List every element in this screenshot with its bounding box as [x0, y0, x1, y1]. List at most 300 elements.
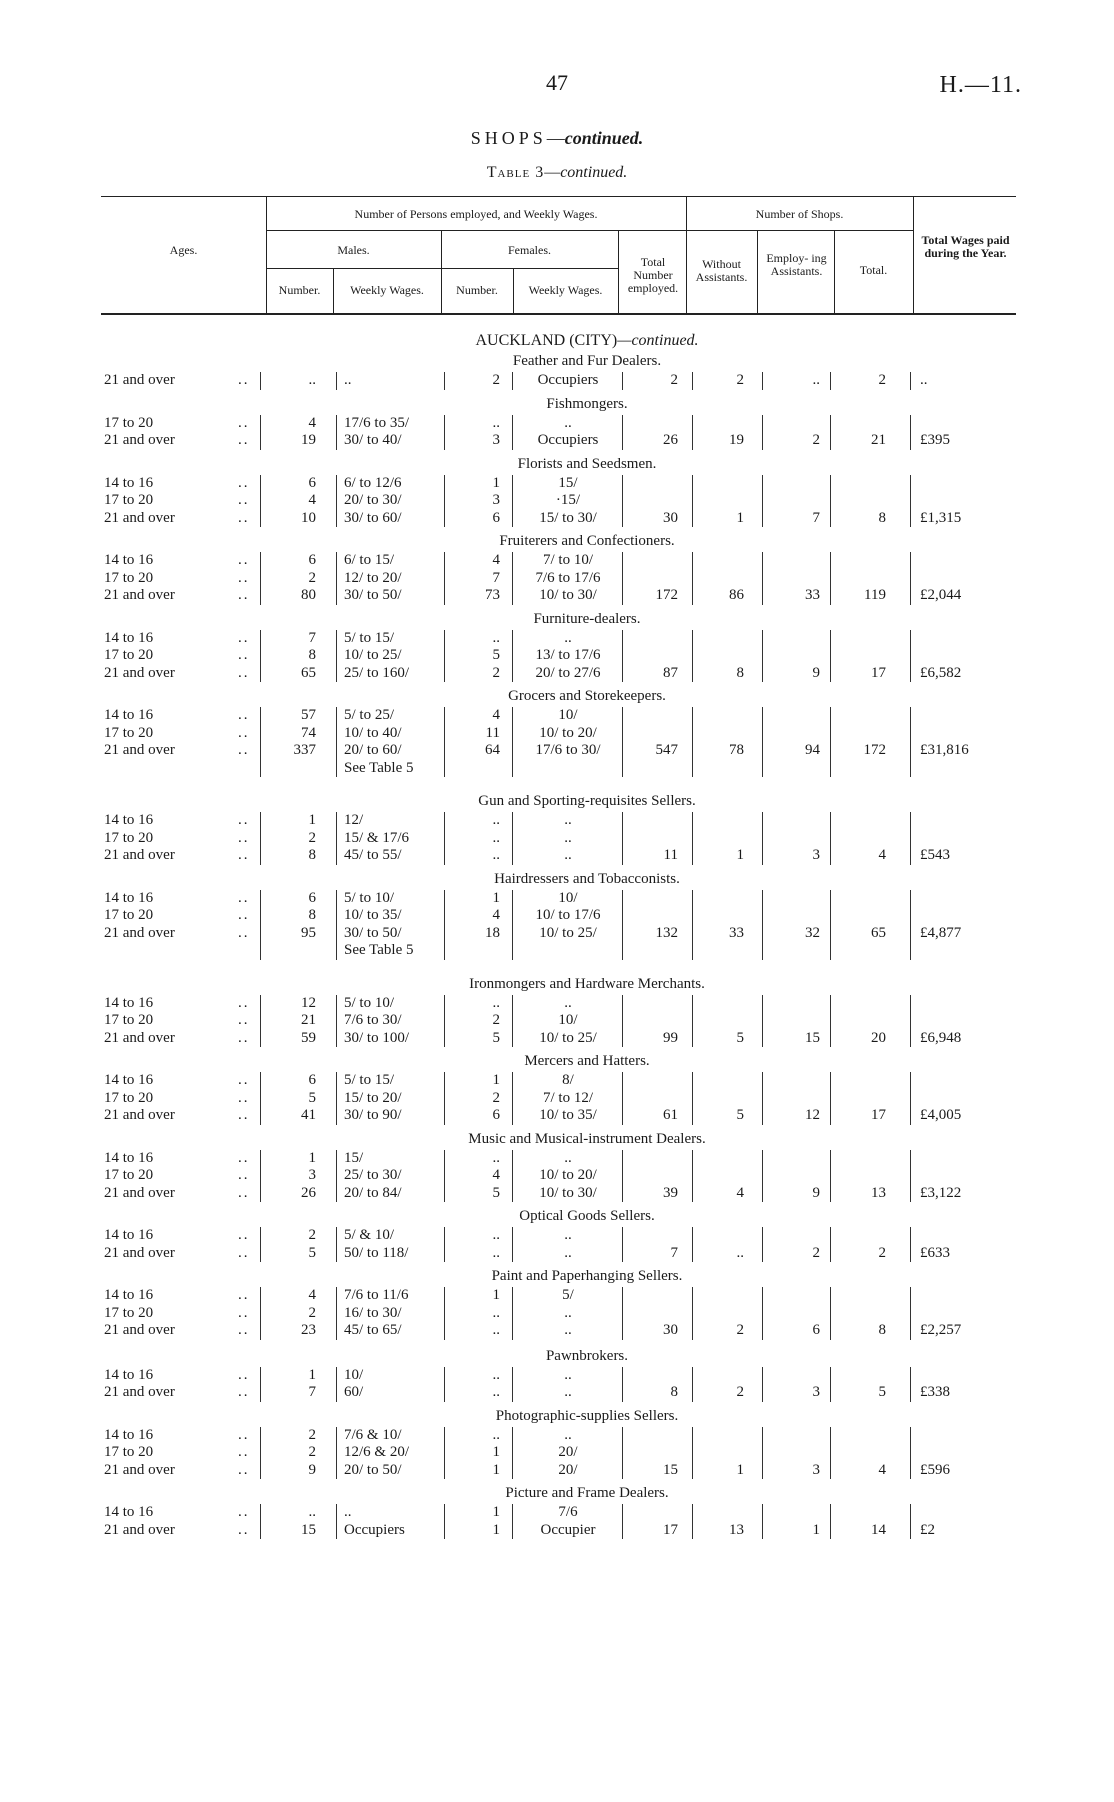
female-number-cell: 1: [492, 474, 500, 491]
header-divider: [266, 268, 618, 269]
leader-dots: ..: [238, 889, 250, 906]
table-row: [0, 475, 1114, 493]
column-rule: [336, 1287, 337, 1340]
female-number-cell: ..: [492, 1384, 500, 1400]
female-wages-cell: 7/ to 10/: [542, 552, 593, 568]
table-row: [0, 1444, 1114, 1462]
column-rule: [910, 552, 911, 605]
section-rows: [0, 812, 1114, 865]
male-wages-cell: 10/ to 35/: [344, 907, 402, 923]
female-wages-cell: 17/6 to 30/: [535, 742, 601, 758]
female-wages-cell: Occupiers: [537, 372, 599, 388]
column-rule: [910, 1504, 911, 1539]
without-assistants-cell: 4: [736, 1184, 744, 1201]
leader-dots: ..: [238, 924, 250, 941]
male-wages-cell: 10/ to 25/: [344, 647, 402, 663]
column-rule: [444, 707, 445, 777]
male-number-cell: 6: [308, 889, 316, 906]
age-cell: 14 to 16: [104, 994, 154, 1011]
column-rule: [622, 707, 623, 777]
employing-assistants-cell: 3: [812, 847, 820, 863]
column-rule: [830, 707, 831, 777]
without-assistants-cell: 86: [729, 587, 744, 603]
table-row: [0, 1107, 1114, 1125]
column-rule: [830, 995, 831, 1048]
column-rule: [692, 995, 693, 1048]
male-wages-cell: 30/ to 40/: [344, 432, 402, 448]
age-cell: 14 to 16: [104, 889, 154, 906]
leader-dots: ..: [238, 414, 250, 431]
column-rule: [336, 1072, 337, 1125]
column-rule: [260, 707, 261, 777]
age-cell: 21 and over: [104, 509, 175, 526]
header-divider: [266, 230, 686, 231]
section-rows: [0, 475, 1114, 528]
column-rule: [444, 890, 445, 960]
female-number-cell: 1: [492, 1287, 500, 1303]
female-wages-cell: 10/: [558, 707, 578, 723]
employing-assistants-cell: 32: [805, 924, 820, 941]
male-number-cell: 2: [308, 829, 316, 846]
age-cell: 21 and over: [104, 1029, 175, 1046]
table-row: [0, 372, 1114, 390]
column-rule: [622, 1504, 623, 1539]
leader-dots: ..: [238, 1149, 250, 1166]
column-rule: [910, 995, 911, 1048]
age-cell: 21 and over: [104, 1107, 175, 1123]
section-rows: [0, 1227, 1114, 1262]
shops-total-cell: 172: [863, 742, 886, 758]
leader-dots: ..: [238, 1366, 250, 1383]
leader-dots: ..: [238, 372, 250, 388]
male-number-cell: 1: [308, 1149, 316, 1166]
female-number-cell: 1: [492, 1461, 500, 1478]
total-wages-cell: £596: [920, 1461, 950, 1478]
age-cell: 14 to 16: [104, 1366, 154, 1383]
total-employed-cell: 132: [655, 924, 678, 941]
city-heading: [0, 330, 1114, 351]
leader-dots: ..: [238, 569, 250, 586]
column-rule: [444, 1287, 445, 1340]
female-wages-cell: ..: [564, 1244, 572, 1261]
column-rule: [830, 1150, 831, 1203]
table-row: [0, 647, 1114, 665]
column-rule: [830, 1504, 831, 1539]
shops-total-cell: 8: [878, 1322, 886, 1338]
city-continued: —continued.: [617, 332, 699, 349]
column-rule: [910, 1072, 911, 1125]
female-wages-cell: 10/ to 20/: [539, 724, 597, 741]
leader-dots: ..: [238, 847, 250, 863]
column-rule: [260, 1150, 261, 1203]
female-wages-cell: 5/: [562, 1287, 574, 1303]
shops-total-cell: 20: [871, 1029, 886, 1046]
header-divider: [618, 230, 619, 313]
column-rule: [910, 1367, 911, 1402]
column-rule: [910, 1227, 911, 1262]
shops-total-cell: 119: [864, 587, 886, 603]
column-rule: [830, 415, 831, 450]
female-number-cell: ..: [492, 1149, 500, 1166]
leader-dots: ..: [238, 724, 250, 741]
table-row: [0, 830, 1114, 848]
male-number-cell: 4: [308, 1287, 316, 1303]
column-rule: [910, 707, 911, 777]
leader-dots: ..: [238, 1107, 250, 1123]
leader-dots: ..: [238, 1072, 250, 1088]
table-label-continued: continued.: [560, 164, 628, 181]
column-rule: [260, 475, 261, 528]
total-employed-cell: 26: [663, 432, 678, 448]
male-wages-cell: 10/ to 40/: [344, 724, 402, 741]
total-employed-cell: 17: [663, 1521, 678, 1538]
column-rule: [336, 552, 337, 605]
age-cell: 14 to 16: [104, 1426, 154, 1443]
female-wages-cell: 7/6 to 17/6: [535, 569, 601, 586]
column-rule: [512, 475, 513, 528]
column-rule: [762, 890, 763, 960]
male-number-cell: 4: [308, 492, 316, 508]
column-rule: [512, 1227, 513, 1262]
column-rule: [260, 1072, 261, 1125]
age-cell: 17 to 20: [104, 1304, 154, 1321]
employing-assistants-cell: 12: [805, 1107, 820, 1123]
column-rule: [910, 890, 911, 960]
column-rule: [692, 1227, 693, 1262]
male-number-cell: 2: [308, 1444, 316, 1460]
column-rule: [622, 812, 623, 865]
total-wages-cell: £4,005: [920, 1107, 962, 1123]
male-wages-cell: 7/6 & 10/: [344, 1426, 402, 1443]
leader-dots: ..: [238, 647, 250, 663]
table-row: [0, 995, 1114, 1013]
total-employed-cell: 2: [670, 372, 678, 388]
column-rule: [692, 1072, 693, 1125]
employing-assistants-cell: 2: [812, 432, 820, 448]
column-rule: [444, 812, 445, 865]
section-title: Photographic-supplies Sellers.: [495, 1407, 679, 1424]
shops-total-cell: 13: [871, 1184, 886, 1201]
total-wages-cell: £2,257: [920, 1322, 962, 1338]
section-title: Fruiterers and Confectioners.: [499, 533, 675, 549]
age-cell: 14 to 16: [104, 707, 154, 723]
female-number-cell: 5: [492, 1029, 500, 1046]
age-cell: 14 to 16: [104, 1149, 154, 1166]
male-number-cell: 4: [308, 414, 316, 431]
section-title: Fishmongers.: [546, 395, 628, 412]
column-rule: [512, 812, 513, 865]
column-rule: [622, 475, 623, 528]
female-wages-cell: 13/ to 17/6: [535, 647, 601, 663]
male-number-cell: 10: [301, 509, 316, 526]
male-number-cell: 2: [308, 1227, 316, 1243]
header-divider: [913, 196, 914, 313]
male-wages-cell: 5/ to 10/: [344, 994, 395, 1011]
header-bottom-rule: [101, 313, 1016, 315]
female-wages-cell: ..: [564, 1426, 572, 1443]
col-males: Males.: [337, 243, 370, 257]
female-wages-cell: 10/ to 20/: [539, 1167, 597, 1183]
column-rule: [762, 1427, 763, 1480]
male-wages-cell: 5/ to 25/: [344, 707, 395, 723]
section-gap: [0, 1539, 1114, 1543]
column-rule: [336, 1427, 337, 1480]
without-assistants-cell: 13: [729, 1521, 744, 1538]
table-row: [0, 1305, 1114, 1323]
col-male-wages: Weekly Wages.: [350, 283, 424, 297]
leader-dots: ..: [238, 994, 250, 1011]
section-rows: [0, 995, 1114, 1048]
age-cell: 21 and over: [104, 664, 175, 681]
age-cell: 17 to 20: [104, 1444, 154, 1460]
shops-total-cell: 17: [871, 664, 886, 681]
male-number-cell: 12: [301, 994, 316, 1011]
total-employed-cell: 87: [663, 664, 678, 681]
male-wages-cell: 5/ & 10/: [344, 1227, 395, 1243]
leader-dots: ..: [238, 1461, 250, 1478]
female-number-cell: 64: [485, 742, 500, 758]
age-cell: 17 to 20: [104, 829, 154, 846]
male-number-cell: 2: [308, 569, 316, 586]
male-number-cell: 3: [308, 1167, 316, 1183]
female-wages-cell: ..: [564, 1149, 572, 1166]
total-wages-cell: £2: [920, 1521, 935, 1538]
table-row: [0, 570, 1114, 588]
column-rule: [910, 1427, 911, 1480]
column-rule: [512, 552, 513, 605]
total-wages-cell: £4,877: [920, 924, 962, 941]
column-rule: [622, 890, 623, 960]
column-rule: [762, 372, 763, 390]
age-cell: 21 and over: [104, 1244, 175, 1261]
section-title: Grocers and Storekeepers.: [508, 688, 666, 704]
leader-dots: ..: [238, 1504, 250, 1520]
section-rows: [0, 630, 1114, 683]
column-rule: [622, 1227, 623, 1262]
without-assistants-cell: 19: [729, 432, 744, 448]
male-number-cell: 26: [301, 1184, 316, 1201]
header-divider: [441, 230, 442, 313]
age-cell: 14 to 16: [104, 629, 154, 646]
table-row: [0, 1185, 1114, 1203]
column-rule: [762, 1504, 763, 1539]
age-cell: 21 and over: [104, 924, 175, 941]
male-wages-cell: See Table 5: [344, 942, 414, 958]
female-number-cell: ..: [492, 1244, 500, 1261]
male-number-cell: 9: [308, 1461, 316, 1478]
shop-section: [0, 351, 1114, 394]
column-rule: [762, 1072, 763, 1125]
age-cell: 17 to 20: [104, 1167, 154, 1183]
column-rule: [512, 372, 513, 390]
female-number-cell: ..: [492, 629, 500, 646]
male-wages-cell: 15/ to 20/: [344, 1089, 402, 1106]
table-row: [0, 907, 1114, 925]
column-rule: [622, 1150, 623, 1203]
leader-dots: ..: [238, 1012, 250, 1028]
column-rule: [910, 415, 911, 450]
col-total-employed: Total Number employed.: [627, 255, 679, 295]
without-assistants-cell: 8: [736, 664, 744, 681]
male-wages-cell: 30/ to 100/: [344, 1029, 410, 1046]
female-number-cell: 2: [492, 1012, 500, 1028]
column-rule: [830, 1072, 831, 1125]
female-number-cell: ..: [492, 414, 500, 431]
female-number-cell: 4: [492, 707, 500, 723]
column-rule: [762, 995, 763, 1048]
section-title: Pawnbrokers.: [545, 1347, 629, 1364]
male-wages-cell: See Table 5: [344, 759, 414, 776]
total-employed-cell: 39: [663, 1184, 678, 1201]
column-rule: [336, 475, 337, 528]
male-number-cell: 19: [301, 432, 316, 448]
age-cell: 21 and over: [104, 1322, 175, 1338]
male-wages-cell: 20/ to 50/: [344, 1461, 402, 1478]
female-number-cell: 1: [492, 1521, 500, 1538]
female-number-cell: 1: [492, 1072, 500, 1088]
column-rule: [910, 630, 911, 683]
column-rule: [692, 1427, 693, 1480]
page-number: 47: [546, 70, 568, 95]
female-number-cell: ..: [492, 994, 500, 1011]
section-title: Paint and Paperhanging Sellers.: [491, 1268, 683, 1284]
female-number-cell: 6: [492, 509, 500, 526]
male-number-cell: 8: [308, 847, 316, 863]
male-number-cell: 8: [308, 647, 316, 663]
employing-assistants-cell: 2: [812, 1244, 820, 1261]
section-title: Feather and Fur Dealers.: [512, 353, 662, 369]
female-number-cell: 1: [492, 889, 500, 906]
column-rule: [622, 1072, 623, 1125]
section-rows: [0, 552, 1114, 605]
male-wages-cell: 5/ to 10/: [344, 889, 395, 906]
female-number-cell: ..: [492, 812, 500, 828]
male-number-cell: 59: [301, 1029, 316, 1046]
header-top-rule: [101, 196, 1016, 197]
male-number-cell: 74: [301, 724, 316, 741]
female-wages-cell: 15/ to 30/: [539, 509, 597, 526]
column-rule: [762, 415, 763, 450]
age-cell: 21 and over: [104, 1521, 175, 1538]
shops-total-cell: 8: [878, 509, 886, 526]
age-cell: 21 and over: [104, 432, 175, 448]
leader-dots: ..: [238, 1304, 250, 1321]
table-row: [0, 760, 1114, 778]
column-rule: [512, 890, 513, 960]
female-number-cell: ..: [492, 847, 500, 863]
male-wages-cell: 25/ to 30/: [344, 1167, 402, 1183]
employing-assistants-cell: 33: [805, 587, 820, 603]
shops-total-cell: 4: [878, 1461, 886, 1478]
column-rule: [762, 1150, 763, 1203]
table-row: [0, 1322, 1114, 1340]
male-number-cell: 80: [301, 587, 316, 603]
title-main: SHOPS: [470, 128, 547, 148]
age-cell: 14 to 16: [104, 1287, 154, 1303]
column-rule: [260, 1227, 261, 1262]
leader-dots: ..: [238, 1322, 250, 1338]
total-wages-cell: £2,044: [920, 587, 962, 603]
employing-assistants-cell: 94: [805, 742, 820, 758]
column-rule: [336, 1227, 337, 1262]
male-wages-cell: 45/ to 65/: [344, 1322, 402, 1338]
leader-dots: ..: [238, 907, 250, 923]
col-male-number: Number.: [278, 283, 321, 297]
total-employed-cell: 61: [663, 1107, 678, 1123]
column-rule: [692, 1504, 693, 1539]
column-rule: [762, 812, 763, 865]
table-row: [0, 1090, 1114, 1108]
male-wages-cell: 12/6 & 20/: [344, 1444, 410, 1460]
male-wages-cell: 15/: [344, 1149, 364, 1166]
table-row: [0, 725, 1114, 743]
column-rule: [512, 1287, 513, 1340]
female-wages-cell: ..: [564, 1384, 572, 1400]
male-number-cell: 23: [301, 1322, 316, 1338]
male-wages-cell: 20/ to 60/: [344, 742, 402, 758]
table-row: [0, 847, 1114, 865]
column-rule: [444, 415, 445, 450]
shop-section: [0, 1206, 1114, 1266]
total-wages-cell: £1,315: [920, 509, 962, 526]
male-wages-cell: Occupiers: [344, 1521, 405, 1538]
female-wages-cell: Occupier: [540, 1521, 596, 1538]
table-label: [0, 164, 1114, 182]
leader-dots: ..: [238, 742, 250, 758]
leader-dots: ..: [238, 664, 250, 681]
female-wages-cell: 7/6: [558, 1504, 578, 1520]
female-number-cell: ..: [492, 1366, 500, 1383]
age-cell: 17 to 20: [104, 724, 154, 741]
column-rule: [762, 1367, 763, 1402]
column-rule: [260, 995, 261, 1048]
column-rule: [512, 1150, 513, 1203]
section-title: Ironmongers and Hardware Merchants.: [469, 975, 705, 992]
female-wages-cell: 10/ to 35/: [539, 1107, 597, 1123]
table-row: [0, 925, 1114, 943]
column-rule: [830, 1427, 831, 1480]
leader-dots: ..: [238, 829, 250, 846]
leader-dots: ..: [238, 1444, 250, 1460]
leader-dots: ..: [238, 474, 250, 491]
employing-assistants-cell: 3: [812, 1384, 820, 1400]
without-assistants-cell: 1: [736, 1461, 744, 1478]
male-wages-cell: 10/: [344, 1366, 364, 1383]
shop-section: [0, 1406, 1114, 1484]
shop-section: [0, 1051, 1114, 1129]
male-wages-cell: 25/ to 160/: [344, 664, 410, 681]
column-rule: [692, 372, 693, 390]
column-rule: [830, 552, 831, 605]
male-number-cell: 7: [308, 1384, 316, 1400]
column-rule: [830, 812, 831, 865]
male-number-cell: 7: [308, 629, 316, 646]
female-number-cell: 5: [492, 1184, 500, 1201]
age-cell: 14 to 16: [104, 1227, 154, 1243]
table-row: [0, 1227, 1114, 1245]
employing-assistants-cell: 9: [812, 1184, 820, 1201]
total-wages-cell: £31,816: [920, 742, 969, 758]
col-female-wages: Weekly Wages.: [528, 283, 603, 297]
age-cell: 21 and over: [104, 372, 175, 388]
female-wages-cell: ..: [564, 829, 572, 846]
column-rule: [622, 552, 623, 605]
col-persons-group: Number of Persons employed, and Weekly Wages.: [354, 207, 598, 221]
without-assistants-cell: 2: [736, 1384, 744, 1400]
male-wages-cell: 20/ to 84/: [344, 1184, 402, 1201]
section-rows: [0, 372, 1114, 390]
age-cell: 21 and over: [104, 742, 175, 758]
